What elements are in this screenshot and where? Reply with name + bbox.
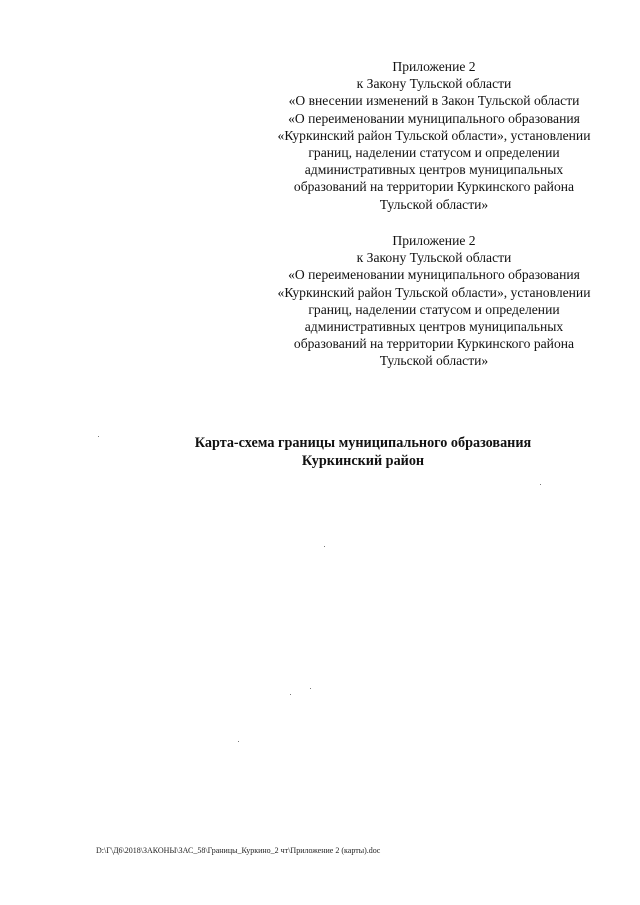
appendix-law-title-line: административных центров муниципальных (304, 162, 564, 178)
appendix-law-ref: к Закону Тульской области (356, 76, 512, 92)
appendix-law-title-line: границ, наделении статусом и определении (308, 145, 560, 161)
appendix-law-title-line: Тульской области» (379, 353, 489, 369)
scan-speck (290, 694, 291, 695)
map-scheme-title-subject: Куркинский район (301, 452, 425, 469)
appendix-law-title-line: «Куркинский район Тульской области», установлении (277, 284, 591, 300)
map-scheme-title (120, 435, 606, 470)
appendix-heading-original (246, 232, 622, 370)
appendix-law-title-line: Тульской области» (379, 196, 489, 212)
appendix-law-title-line: административных центров муниципальных (304, 319, 564, 335)
appendix-law-title-line: образований на территории Куркинского района (293, 179, 575, 195)
footer-file-path: D:\Г\Д6\2018\ЗАКОНЫ\ЗАС_58\Границы_Куркино_2 чт\Приложение 2 (карты).doc (96, 846, 381, 855)
appendix-law-title-line: границ, наделении статусом и определении (308, 301, 560, 317)
scan-speck (540, 484, 541, 485)
scan-speck (98, 436, 99, 437)
map-scheme-title-line: Карта-схема границы муниципального образования (194, 435, 532, 451)
scan-speck (238, 741, 239, 742)
appendix-law-title-line: «О переименовании муниципального образования (288, 110, 580, 126)
appendix-number: Приложение 2 (392, 59, 476, 74)
appendix-law-title-line: «О переименовании муниципального образования (288, 267, 580, 283)
appendix-law-title-line: образований на территории Куркинского района (293, 336, 575, 352)
appendix-law-title-line: «Куркинский район Тульской области», установлении (277, 127, 591, 143)
appendix-law-ref: к Закону Тульской области (356, 250, 512, 266)
scan-speck (324, 546, 325, 547)
scan-speck (310, 688, 311, 689)
appendix-number: Приложение 2 (392, 233, 476, 248)
appendix-heading-current (246, 58, 622, 213)
appendix-law-title-line: «О внесении изменений в Закон Тульской области (288, 93, 580, 109)
